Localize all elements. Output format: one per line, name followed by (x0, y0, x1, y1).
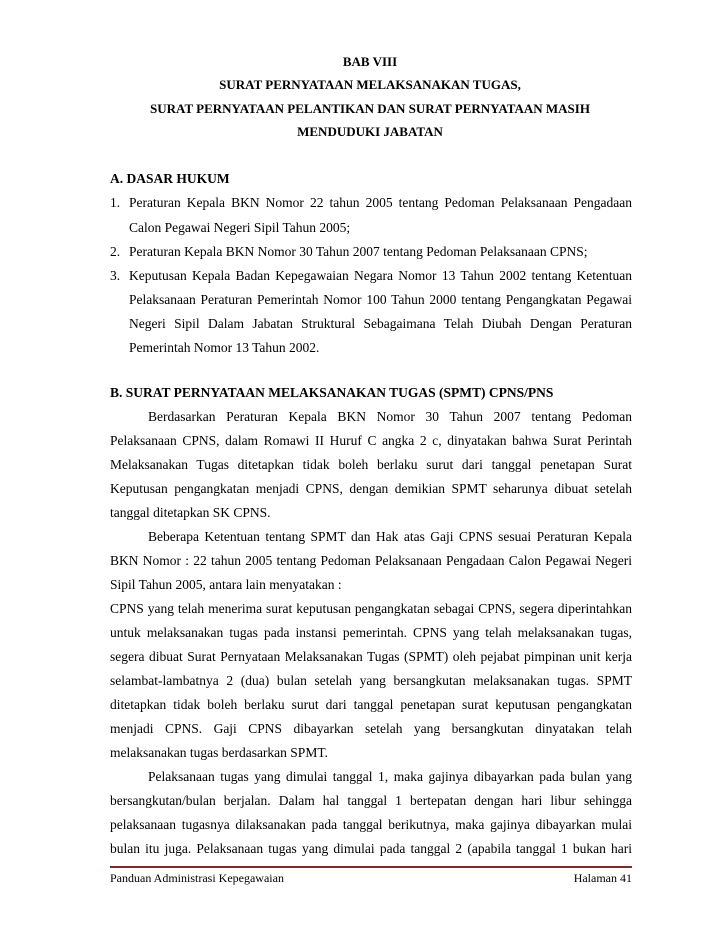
list-item-line: Keputusan Kepala Badan Kepegawaian Negara Nomor 13 Tahun 2002 tentang Ketentuan (129, 268, 632, 283)
section-a-heading: A. DASAR HUKUM (110, 171, 230, 186)
paragraph-line: bersangkutan/bulan berjalan. Dalam hal tanggal 1 bertepatan dengan hari libur sehingga (110, 793, 632, 808)
paragraph-line: Keputusan pengangkatan menjadi CPNS, dengan demikian SPMT seharunya dibuat setelah (110, 481, 632, 496)
list-item-line: Calon Pegawai Negeri Sipil Tahun 2005; (129, 220, 351, 235)
paragraph-line: Berdasarkan Peraturan Kepala BKN Nomor 30 Tahun 2007 tentang Pedoman (148, 409, 632, 424)
paragraph-line: pelaksanaan tugasnya dilaksanakan pada tanggal berikutnya, maka gajinya dibayarkan mulai (110, 817, 632, 832)
paragraph-line: untuk melaksanakan tugas pada instansi pemerintah. CPNS yang telah melaksanakan tugas, (110, 625, 632, 640)
paragraph-line: tanggal ditetapkan SK CPNS. (110, 505, 271, 520)
list-number: 1. (110, 195, 121, 210)
paragraph-line: bulan itu juga. Pelaksanaan tugas yang dimulai pada tanggal 2 (apabila tanggal 1 bukan hari (110, 841, 632, 856)
paragraph-line: melaksanakan tugas berdasarkan SPMT. (110, 745, 328, 760)
list-item-line: Pemerintah Nomor 13 Tahun 2002. (129, 340, 320, 355)
list-item-line: Pelaksanaan Peraturan Pemerintah Nomor 100 Tahun 2000 tentang Pengangkatan Pegawai (129, 292, 632, 307)
section-b-heading: B. SURAT PERNYATAAN MELAKSANAKAN TUGAS (SPMT) CPNS/PNS (110, 385, 554, 400)
chapter-title-line-1: SURAT PERNYATAAN MELAKSANAKAN TUGAS, (219, 77, 521, 92)
paragraph-line: Sipil Tahun 2005, antara lain menyatakan : (110, 577, 342, 592)
chapter-title-line-2: SURAT PERNYATAAN PELANTIKAN DAN SURAT PERNYATAAN MASIH (150, 101, 590, 116)
footer-page-number: Halaman 41 (573, 871, 632, 885)
paragraph-line: menjadi CPNS. Gaji CPNS dibayarkan setelah yang bersangkutan dinyatakan telah (110, 721, 632, 736)
footer-divider (110, 866, 632, 868)
paragraph-line: Pelaksanaan tugas yang dimulai tanggal 1, maka gajinya dibayarkan pada bulan yang (148, 769, 632, 784)
list-item-line: Negeri Sipil Dalam Jabatan Struktural Sebagaimana Telah Diubah Dengan Peraturan (129, 316, 632, 331)
list-item-line: Peraturan Kepala BKN Nomor 22 tahun 2005 tentang Pedoman Pelaksanaan Pengadaan (129, 195, 632, 210)
chapter-number: BAB VIII (342, 54, 398, 69)
paragraph-line: BKN Nomor : 22 tahun 2005 tentang Pedoman Pelaksanaan Pengadaan Calon Pegawai Negeri (110, 553, 632, 568)
list-number: 3. (110, 268, 121, 283)
paragraph-line: CPNS yang telah menerima surat keputusan pengangkatan sebagai CPNS, segera diperintahkan (110, 601, 632, 616)
paragraph-line: Pelaksanaan CPNS, dalam Romawi II Huruf C angka 2 c, dinyatakan bahwa Surat Perintah (110, 433, 632, 448)
paragraph-line: Beberapa Ketentuan tentang SPMT dan Hak atas Gaji CPNS sesuai Peraturan Kepala (148, 529, 632, 544)
paragraph-line: selambat-lambatnya 2 (dua) bulan setelah yang bersangkutan melaksanakan tugas. SPMT (110, 673, 632, 688)
list-item-line: Peraturan Kepala BKN Nomor 30 Tahun 2007 tentang Pedoman Pelaksanaan CPNS; (129, 244, 588, 259)
list-number: 2. (110, 244, 121, 259)
paragraph-line: Melaksanakan Tugas ditetapkan tidak boleh berlaku surut dari tanggal penetapan Surat (110, 457, 632, 472)
paragraph-line: ditetapkan tidak boleh berlaku surut dari tanggal penetapan surat keputusan pengangkatan (110, 697, 632, 712)
chapter-title-line-3: MENDUDUKI JABATAN (297, 124, 443, 139)
footer-document-title: Panduan Administrasi Kepegawaian (110, 871, 284, 885)
paragraph-line: segera dibuat Surat Pernyataan Melaksanakan Tugas (SPMT) oleh pejabat pimpinan unit kerja (110, 649, 632, 664)
